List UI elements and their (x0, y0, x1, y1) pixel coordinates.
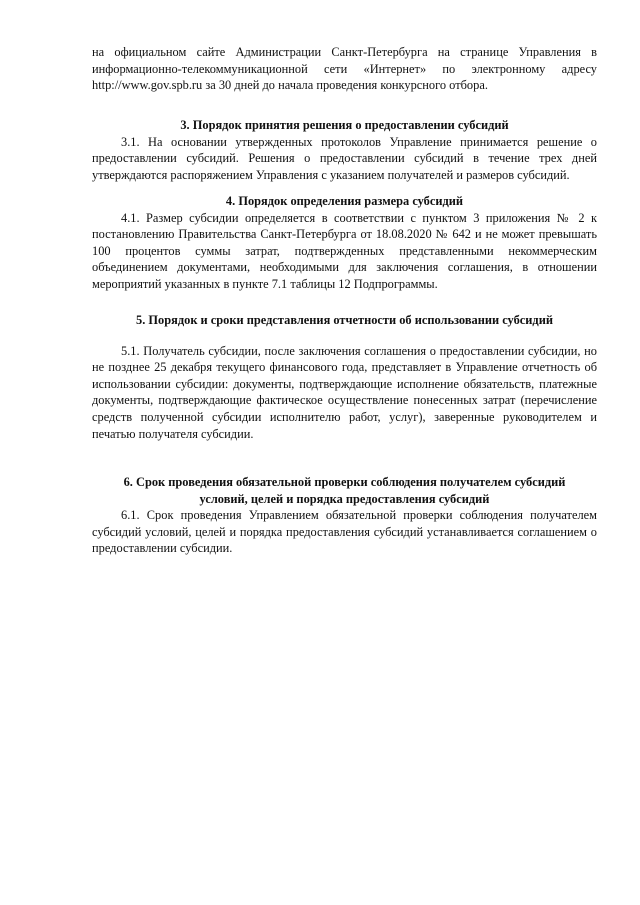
section-5-heading: 5. Порядок и сроки представления отчетности об использовании субсидий (136, 313, 553, 327)
section-6-paragraph-1: 6.1. Срок проведения Управлением обязательной проверки соблюдения получателем субсидий условий, целей и порядка предоставления субсидий устанавливается соглашением о предоставлении субсидии. (92, 508, 597, 556)
section-3-heading: 3. Порядок принятия решения о предоставлении субсидий (180, 118, 509, 132)
intro-paragraph: на официальном сайте Администрации Санкт-Петербурга на странице Управления в информационно-телекоммуникационной сети «Интернет» по электронному адресу http://www.gov.spb.ru за 30 дней до начала проведения конкурсного отбора. (92, 45, 597, 93)
section-4-paragraph-1: 4.1. Размер субсидии определяется в соответствии с пунктом 3 приложения № 2 к постановлению Правительства Санкт-Петербурга от 18.08.2020 № 642 и не может превышать 100 процентов суммы затрат, подтвержденных представленными некоммерческим объединением документами, необходимыми для заключения соглашения, в отношении мероприятий указанных в пункте 7.1 таблицы 12 Подпрограммы. (92, 210, 597, 291)
section-4-heading: 4. Порядок определения размера субсидий (225, 194, 464, 208)
section-4 (92, 193, 597, 293)
section-6-heading-line-2: условий, целей и порядка предоставления субсидий (199, 491, 490, 506)
section-6 (92, 474, 597, 557)
section-6-heading-line-1: 6. Срок проведения обязательной проверки соблюдения получателем субсидий (123, 475, 566, 489)
section-3-paragraph-1: 3.1. На основании утвержденных протоколов Управление принимается решение о предоставлении субсидий. Решения о предоставлении субсидий в течение трех дней утверждаются распоряжением Управления с указанием получателей и размеров субсидий. (92, 134, 597, 182)
section-3 (92, 117, 597, 183)
section-5 (92, 312, 597, 442)
section-5-paragraph-1: 5.1. Получатель субсидии, после заключения соглашения о предоставлении субсидии, но не позднее 25 декабря текущего финансового года, представляет в Управление отчетность об использовании субсидии: документы, подтверждающие исполнение обязательств, платежные документы, подтверждающие фактическое осуществление понесенных затрат (перечисление средств полученной субсидии исполнителю работ, услуг), заверенные руководителем и печатью получателя субсидии. (92, 343, 597, 441)
intro-block (92, 44, 597, 94)
